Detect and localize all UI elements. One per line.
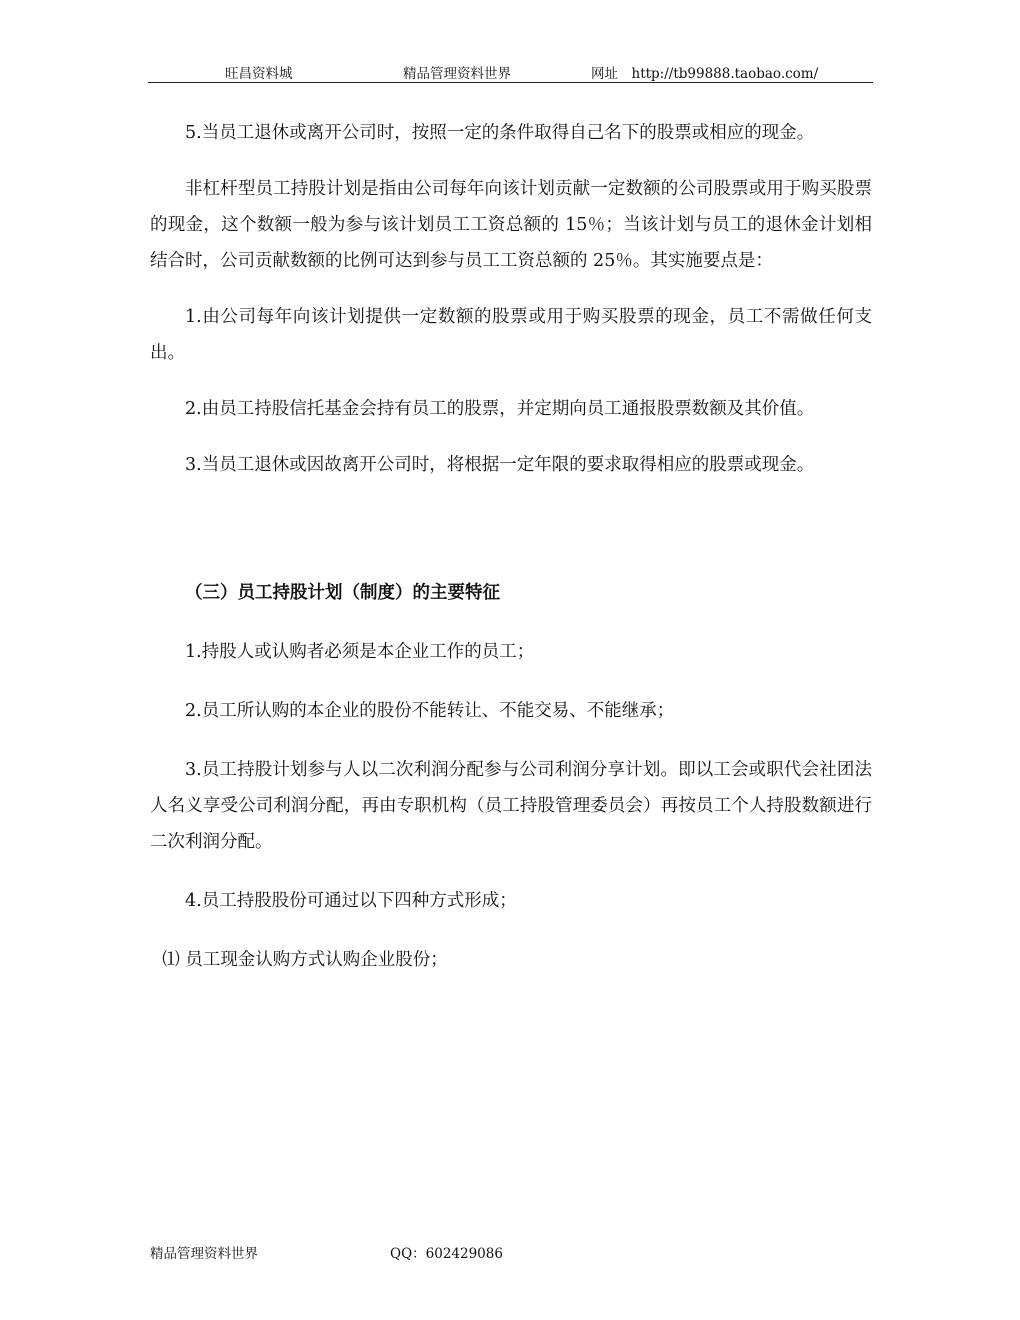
feature-item-3: 3.员工持股计划参与人以二次利润分配参与公司利润分享计划。即以工会或职代会社团法人名义享受公司利润分配，再由专职机构（员工持股管理委员会）再按员工个人持股数额进行二次利润分配。 (150, 760, 872, 852)
page-header (148, 58, 873, 83)
feature-item-2: 2.员工所认购的本企业的股份不能转让、不能交易、不能继承； (185, 701, 675, 721)
header-url-text: 网址 http://tb99888.taobao.com/ (591, 66, 819, 82)
feature-item-4: 4.员工持股股份可通过以下四种方式形成； (185, 891, 517, 911)
paragraph-point-2: 2.由员工持股信托基金会持有员工的股票，并定期向员工通报股票数额及其价值。 (185, 399, 815, 419)
document-body (150, 115, 872, 978)
header-left-text: 旺昌资料城 (225, 66, 293, 82)
section-heading: （三）员工持股计划（制度）的主要特征 (185, 583, 500, 603)
paragraph-non-leveraged-intro: 非杠杆型员工持股计划是指由公司每年向该计划贡献一定数额的公司股票或用于购买股票的现金，这个数额一般为参与该计划员工工资总额的 15％；当该计划与员工的退休金计划相结合时，公司贡献数额的比例可达到参与员工工资总额的 25％。其实施要点是： (150, 179, 872, 271)
paragraph-point-3: 3.当员工退休或因故离开公司时，将根据一定年限的要求取得相应的股票或现金。 (185, 455, 815, 475)
header-center-text: 精品管理资料世界 (403, 66, 511, 82)
footer-qq-text: QQ：602429086 (390, 1246, 503, 1262)
paragraph-point-1: 1.由公司每年向该计划提供一定数额的股票或用于购买股票的现金，员工不需做任何支出。 (150, 307, 872, 363)
paragraph-item-5: 5.当员工退休或离开公司时，按照一定的条件取得自己名下的股票或相应的现金。 (185, 123, 815, 143)
footer-left-text: 精品管理资料世界 (150, 1246, 258, 1262)
feature-item-1: 1.持股人或认购者必须是本企业工作的员工； (185, 642, 535, 662)
sub-item-1: ⑴ 员工现金认购方式认购企业股份； (162, 950, 448, 970)
